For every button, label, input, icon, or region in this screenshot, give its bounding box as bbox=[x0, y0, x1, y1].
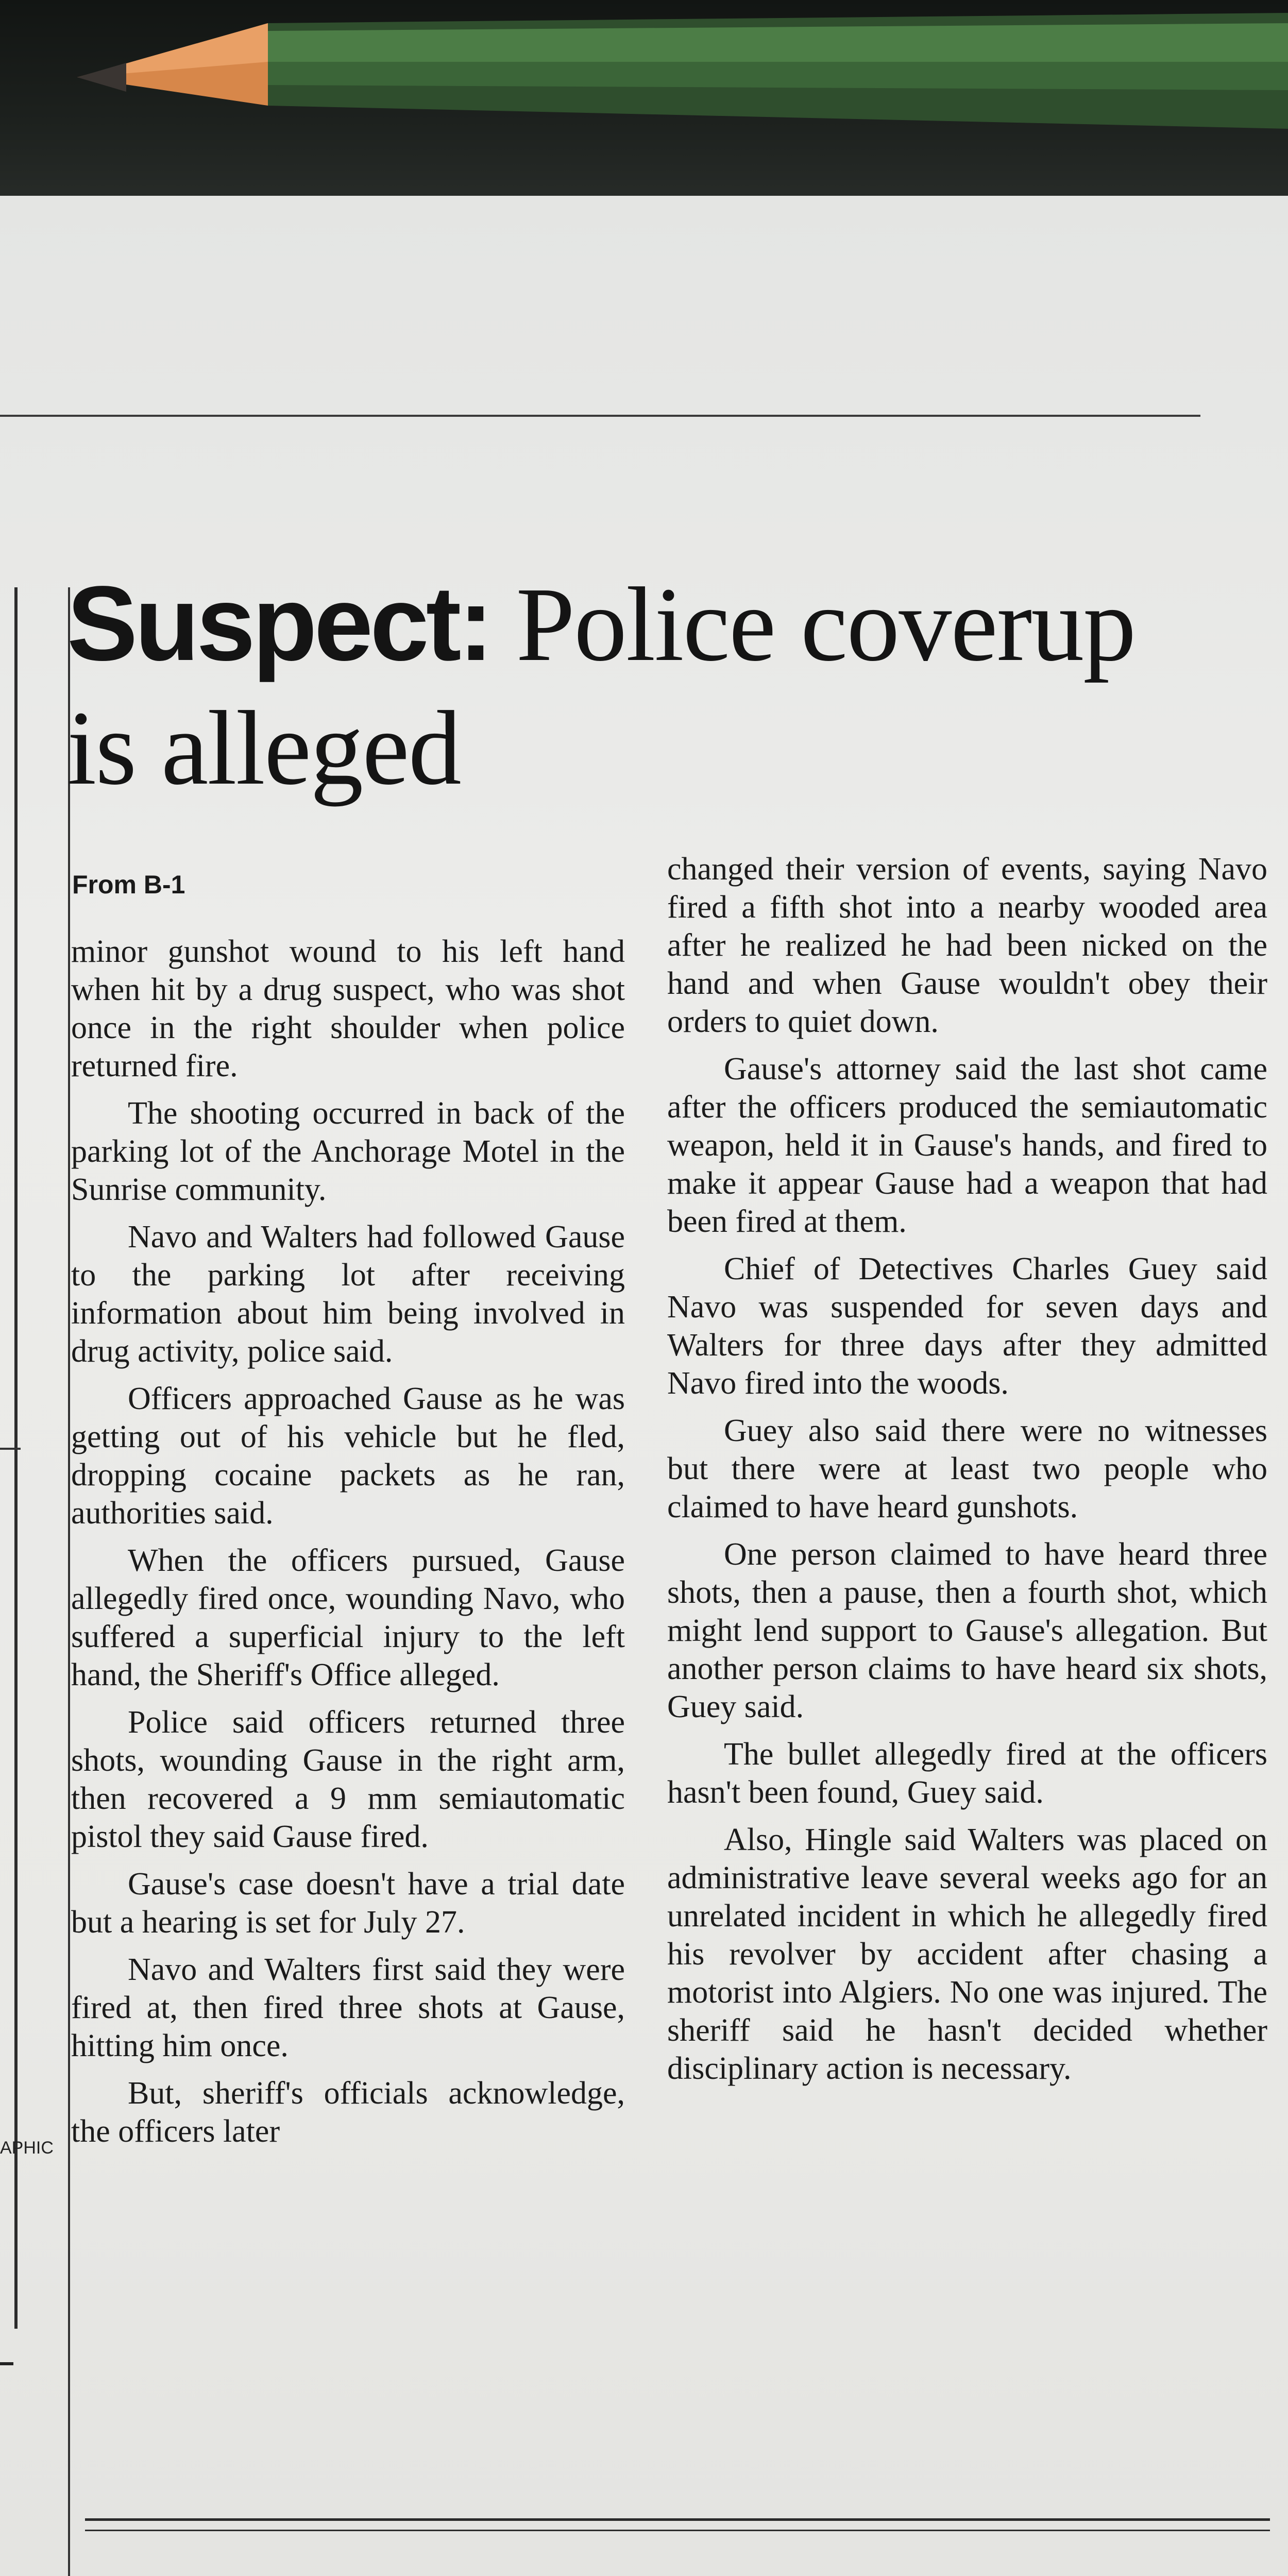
article-column-right bbox=[667, 850, 1267, 2097]
paragraph: When the officers pursued, Gause allegedly fired once, wounding Navo, who suffered a superficial injury to the left hand, the Sheriff's Office alleged. bbox=[71, 1543, 625, 1692]
article-column-left bbox=[71, 933, 625, 2160]
paragraph: Also, Hingle said Walters was placed on administrative leave several weeks ago for an unrelated incident in which he allegedly fired his revolver by accident after chasing a motorist into Algiers. No one was injured. The sheriff said he hasn't decided whether disciplinary action is necessary. bbox=[667, 1822, 1267, 2086]
dateline: From B-1 bbox=[72, 870, 185, 899]
paragraph: Navo and Walters first said they were fired at, then fired three shots at Gause, hitting him once. bbox=[71, 1952, 625, 2063]
paragraph: One person claimed to have heard three shots, then a pause, then a fourth shot, which might lend support to Gause's allegation. But another person claims to have heard six shots, Guey said. bbox=[667, 1537, 1267, 1724]
column-rule bbox=[68, 587, 70, 2576]
article-headline bbox=[67, 562, 1149, 810]
paragraph: Chief of Detectives Charles Guey said Navo was suspended for seven days and Walters for three days after they admitted Navo fired into the woods. bbox=[667, 1251, 1267, 1401]
column-stub bbox=[0, 1448, 21, 1450]
section-rule bbox=[85, 2518, 1270, 2521]
margin-fragment-label: APHIC bbox=[0, 2138, 54, 2158]
paragraph: Officers approached Gause as he was getting out of his vehicle but he fled, dropping cocaine packets as he ran, authorities said. bbox=[71, 1381, 625, 1531]
paragraph: Gause's attorney said the last shot came after the officers produced the semiautomatic weapon, held it in Gause's hands, and fired to make it appear Gause had a weapon that had been fired at them. bbox=[667, 1052, 1267, 1239]
paragraph: Guey also said there were no witnesses but there were at least two people who claimed to have heard gunshots. bbox=[667, 1413, 1267, 1524]
paragraph: The bullet allegedly fired at the officers hasn't been found, Guey said. bbox=[667, 1737, 1267, 1810]
newspaper-page bbox=[0, 196, 1288, 2576]
paragraph: The shooting occurred in back of the parking lot of the Anchorage Motel in the Sunrise community. bbox=[71, 1096, 625, 1207]
paragraph: Gause's case doesn't have a trial date but a hearing is set for July 27. bbox=[71, 1867, 625, 1940]
pencil-image bbox=[0, 0, 1288, 196]
headline-main: Police coverup is alleged bbox=[67, 565, 1136, 807]
column-rule bbox=[14, 587, 18, 2329]
column-stub bbox=[0, 2362, 13, 2365]
section-rule bbox=[85, 2530, 1270, 2531]
paragraph: Navo and Walters had followed Gause to the parking lot after receiving information about him being involved in drug activity, police said. bbox=[71, 1219, 625, 1369]
paragraph: But, sheriff's officials acknowledge, the officers later bbox=[71, 2076, 625, 2149]
paragraph: changed their version of events, saying Navo fired a fifth shot into a nearby wooded area after he realized he had been nicked on the hand and when Gause wouldn't obey their orders to quiet down. bbox=[667, 852, 1267, 1039]
headline-kicker: Suspect: bbox=[67, 564, 490, 683]
paragraph: minor gunshot wound to his left hand when hit by a drug suspect, who was shot once in the right shoulder when police returned fire. bbox=[71, 934, 625, 1083]
top-rule bbox=[0, 415, 1200, 417]
paragraph: Police said officers returned three shots, wounding Gause in the right arm, then recovered a 9 mm semiautomatic pistol they said Gause fired. bbox=[71, 1705, 625, 1854]
